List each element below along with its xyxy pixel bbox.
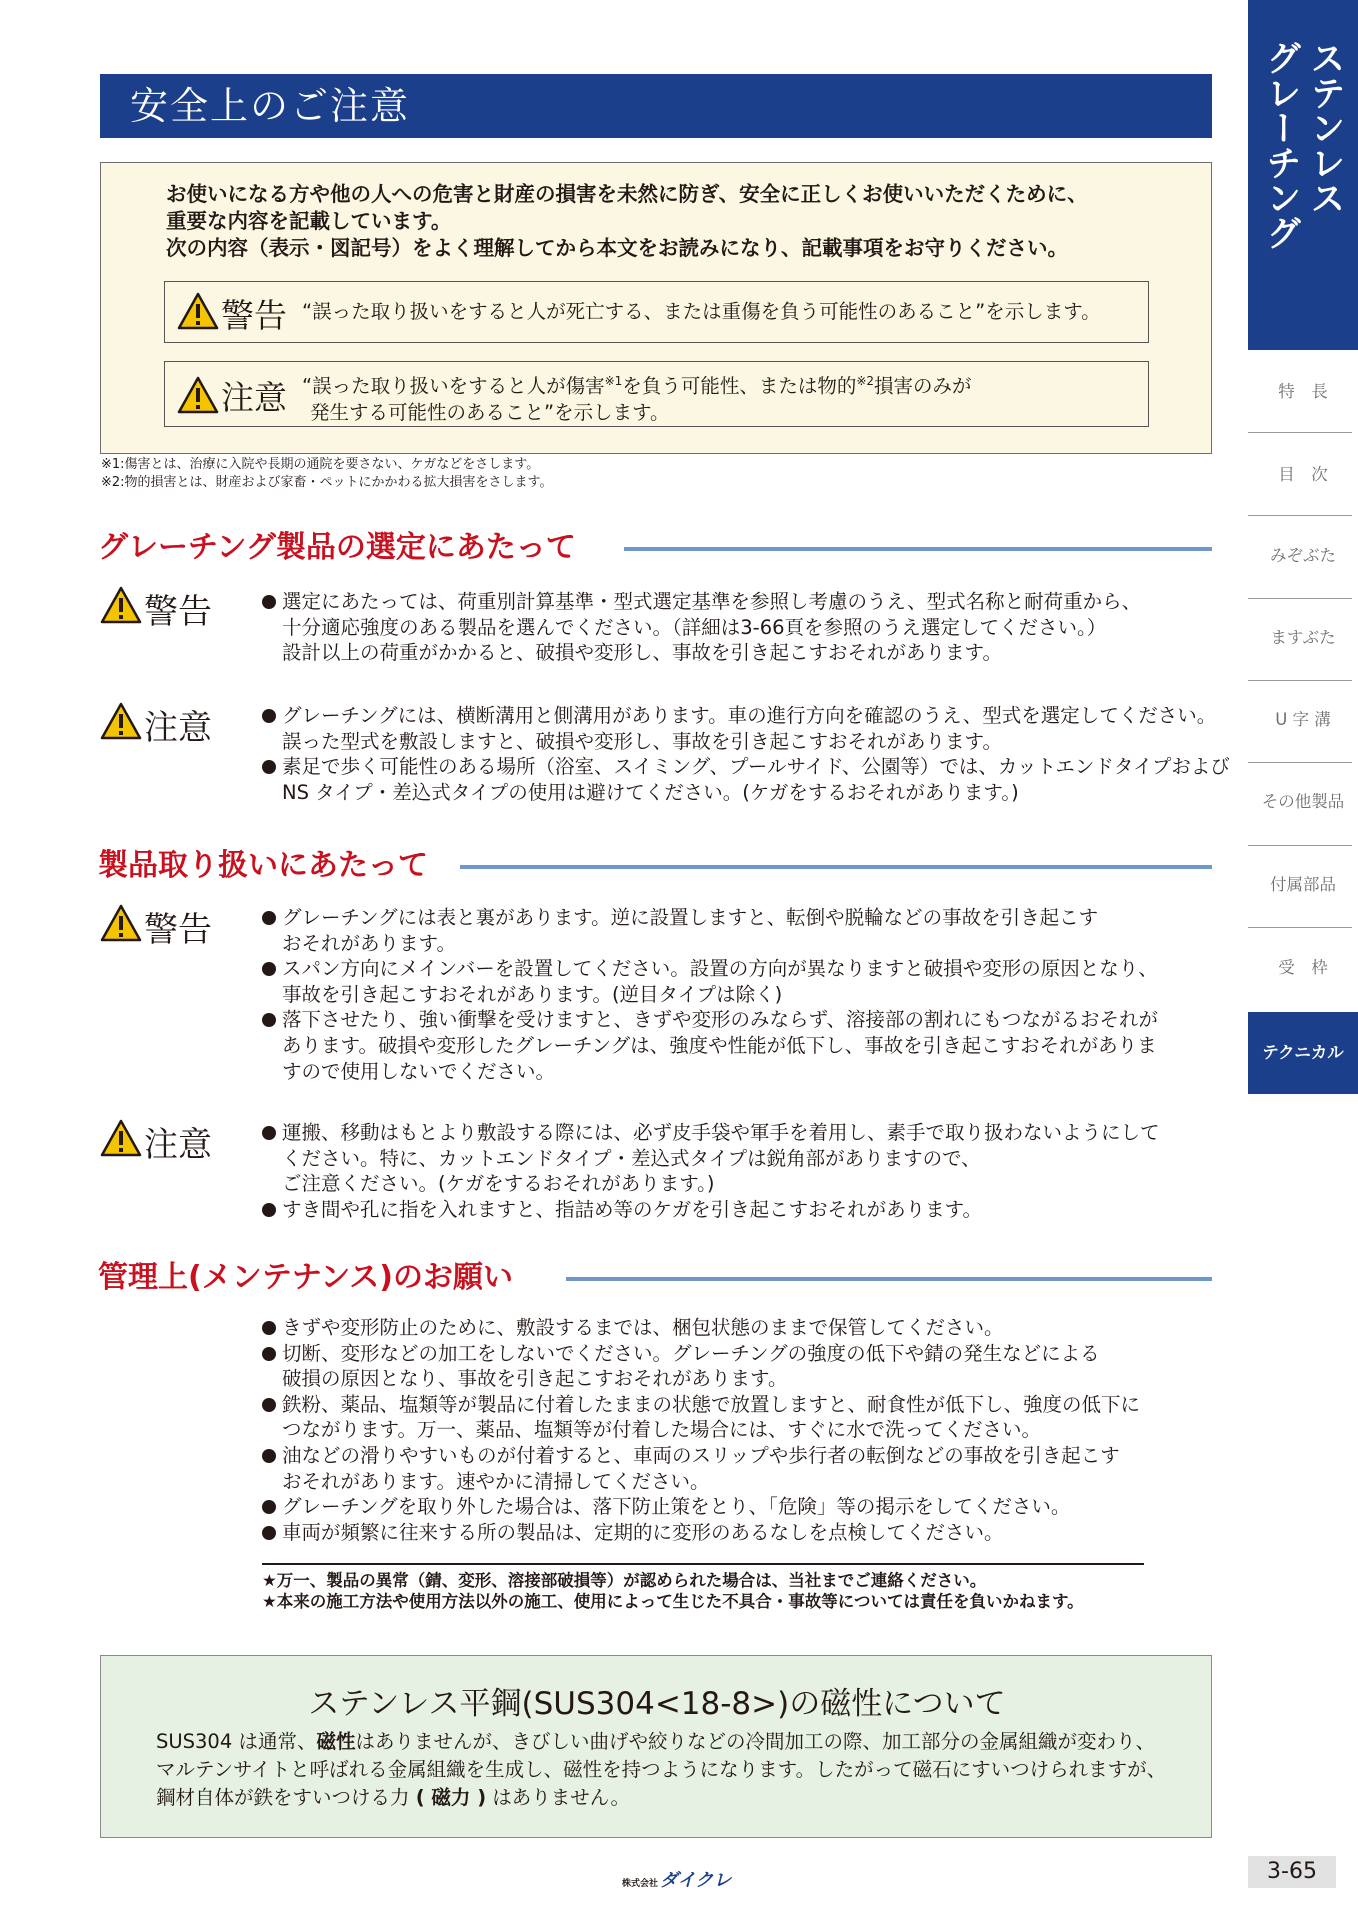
list-item: 落下させたり、強い衝撃を受けますと、きずや変形のみならず、溶接部の割れにもつながるおそれが: [262, 1007, 1222, 1033]
list-item: グレーチングを取り外した場合は、落下防止策をとり、「危険」等の掲示をしてください。: [262, 1494, 1222, 1520]
section-heading: 製品取り扱いにあたって: [98, 848, 428, 883]
list-item: おそれがあります。速やかに清掃してください。: [282, 1469, 710, 1493]
sidebar-item-other-products[interactable]: その他製品: [1261, 792, 1345, 811]
caution-icon: [100, 702, 142, 740]
warning-word: 警告: [221, 296, 287, 335]
list-item: グレーチングには表と裏があります。逆に設置しますと、転倒や脱輪などの事故を引き起こす: [262, 905, 1222, 931]
list-item: 切断、変形などの加工をしないでください。グレーチングの強度の低下や錆の発生などによる: [262, 1341, 1222, 1367]
caution-list: [262, 1120, 1222, 1222]
sidebar-header-line: グレーチング: [1261, 40, 1301, 250]
list-item: 車両が頻繁に往来する所の製品は、定期的に変形のあるなしを点検してください。: [262, 1520, 1222, 1546]
warning-icon: [177, 292, 219, 330]
magnetism-text: SUS304 は通常、磁性はありませんが、きびしい曲げや絞りなどの冷間加工の際、加工部分の金属組織が変わり、 マルテンサイトと呼ばれる金属組織を生成し、磁性を持つようになります。したがって磁石にすいつけられますが、 鋼材自体が鉄をすいつける力 ( 磁力 ) はありません。: [156, 1730, 1167, 1809]
list-item: 運搬、移動はもとより敷設する際には、必ず皮手袋や軍手を着用し、素手で取り扱わないようにして: [262, 1120, 1222, 1146]
sidebar-category-header: [1248, 0, 1358, 350]
warning-definition: [164, 281, 1149, 343]
disclaimer-notes: [262, 1570, 1222, 1612]
section-heading: 管理上(メンテナンス)のお願い: [98, 1260, 514, 1295]
sidebar-header-line: ステンレス: [1305, 40, 1345, 215]
list-item: 油などの滑りやすいものが付着すると、車両のスリップや歩行者の転倒などの事故を引き起こす: [262, 1443, 1222, 1469]
caution-list: [262, 703, 1247, 805]
intro-box: [100, 162, 1212, 454]
list-item: 誤った型式を敷設しますと、破損や変形し、事故を引き起こすおそれがあります。: [282, 729, 1002, 753]
section-rule: [460, 865, 1212, 869]
list-item: おそれがあります。: [282, 931, 456, 955]
list-item: 事故を引き起こすおそれがあります。(逆目タイプは除く): [282, 982, 783, 1006]
intro-text: [166, 181, 1176, 262]
caution-definition: [164, 361, 1149, 427]
list-item: スパン方向にメインバーを設置してください。設置の方向が異なりますと破損や変形の原因となり、: [262, 956, 1222, 982]
sidebar-item-masubuta[interactable]: ますぶた: [1270, 628, 1336, 647]
magnetism-title: ステンレス平鋼(SUS304<18-8>)の磁性について: [308, 1686, 1006, 1722]
caution-icon: [177, 376, 219, 414]
caution-icon: [100, 1119, 142, 1157]
list-item: あります。破損や変形したグレーチングは、強度や性能が低下し、事故を引き起こすおそれがありま: [282, 1033, 1157, 1057]
section-heading: グレーチング製品の選定にあたって: [98, 530, 576, 565]
magnetism-box: [100, 1655, 1212, 1838]
list-item: 素足で歩く可能性のある場所（浴室、スイミング、プールサイド、公園等）では、カットエンドタイプおよび: [262, 754, 1247, 780]
warning-description: “誤った取り扱いをすると人が死亡する、または重傷を負う可能性のあること”を示します。: [302, 300, 1101, 323]
note: ★本来の施工方法や使用方法以外の施工、使用によって生じた不具合・事故等については責任を負いかねます。: [262, 1592, 1084, 1611]
list-item: 選定にあたっては、荷重別計算基準・型式選定基準を参照し考慮のうえ、型式名称と耐荷重から、: [262, 589, 1222, 615]
list-item: 破損の原因となり、事故を引き起こすおそれがあります。: [282, 1367, 788, 1391]
footnote: ※1:傷害とは、治療に入院や長期の通院を要さない、ケガなどをさします。: [101, 457, 540, 472]
list-item: すき間や孔に指を入れますと、指詰め等のケガを引き起こすおそれがあります。: [262, 1197, 1222, 1223]
list-item: つながります。万一、薬品、塩類等が付着した場合には、すぐに水で洗ってください。: [282, 1418, 1041, 1442]
list-item: 設計以上の荷重がかかると、破損や変形し、事故を引き起こすおそれがあります。: [282, 641, 1002, 665]
sidebar-item-contents[interactable]: 目 次: [1278, 465, 1328, 484]
page-title: 安全上のご注意: [100, 74, 1212, 138]
sidebar-item-accessories[interactable]: 付属部品: [1270, 875, 1336, 894]
caution-word: 注意: [221, 378, 287, 417]
list-item: すので使用しないでください。: [282, 1059, 556, 1083]
warning-list: [262, 589, 1222, 666]
warning-icon: [100, 904, 142, 942]
sidebar-item-mizobuta[interactable]: みぞぶた: [1270, 546, 1336, 565]
sidebar-item-frames[interactable]: 受 枠: [1278, 958, 1328, 977]
list-item: NS タイプ・差込式タイプの使用は避けてください。(ケガをするおそれがあります。): [282, 780, 1019, 804]
sidebar-item-technical[interactable]: テクニカル: [1248, 1012, 1358, 1094]
intro-line: お使いになる方や他の人への危害と財産の損害を未然に防ぎ、安全に正しくお使いいただくために、: [166, 182, 1088, 206]
sidebar-item-u-channel[interactable]: U 字 溝: [1275, 710, 1331, 729]
page-number: 3-65: [1248, 1856, 1336, 1888]
warning-list: [262, 905, 1222, 1084]
section-rule: [624, 547, 1212, 551]
section-rule: [566, 1277, 1212, 1281]
sidebar-divider: [1248, 432, 1352, 433]
note: ★万一、製品の異常（錆、変形、溶接部破損等）が認められた場合は、当社までご連絡ください。: [262, 1571, 987, 1590]
list-item: 十分適応強度のある製品を選んでください。（詳細は3-66頁を参照のうえ選定してください。）: [282, 615, 1107, 639]
footnote: ※2:物的損害とは、財産および家畜・ペットにかかわる拡大損害をさします。: [101, 475, 553, 490]
list-item: 鉄粉、薬品、塩類等が製品に付着したままの状態で放置しますと、耐食性が低下し、強度の低下に: [262, 1392, 1222, 1418]
sidebar-item-features[interactable]: 特 長: [1278, 382, 1328, 401]
list-item: ご注意ください。(ケガをするおそれがあります。): [282, 1172, 715, 1196]
list-item: ください。特に、カットエンドタイプ・差込式タイプは鋭角部がありますので、: [282, 1146, 981, 1170]
notes-rule: [262, 1563, 1144, 1565]
list-item: グレーチングには、横断溝用と側溝用があります。車の進行方向を確認のうえ、型式を選定してください。: [262, 703, 1247, 729]
intro-line: 次の内容（表示・図記号）をよく理解してから本文をお読みになり、記載事項をお守りください。: [166, 236, 1068, 260]
company-logo: 株式会社 ダイクレ: [622, 1870, 732, 1891]
footnotes: [101, 456, 553, 492]
warning-icon: [100, 586, 142, 624]
intro-line: 重要な内容を記載しています。: [166, 209, 452, 233]
caution-description: “誤った取り扱いをすると人が傷害$^{※1}$を負う可能性、または物的$^{※2}$損害のみが 発生する可能性のあること”を示します。: [302, 374, 972, 424]
maintenance-list: [262, 1315, 1222, 1545]
list-item: きずや変形防止のために、敷設するまでは、梱包状態のままで保管してください。: [262, 1315, 1222, 1341]
